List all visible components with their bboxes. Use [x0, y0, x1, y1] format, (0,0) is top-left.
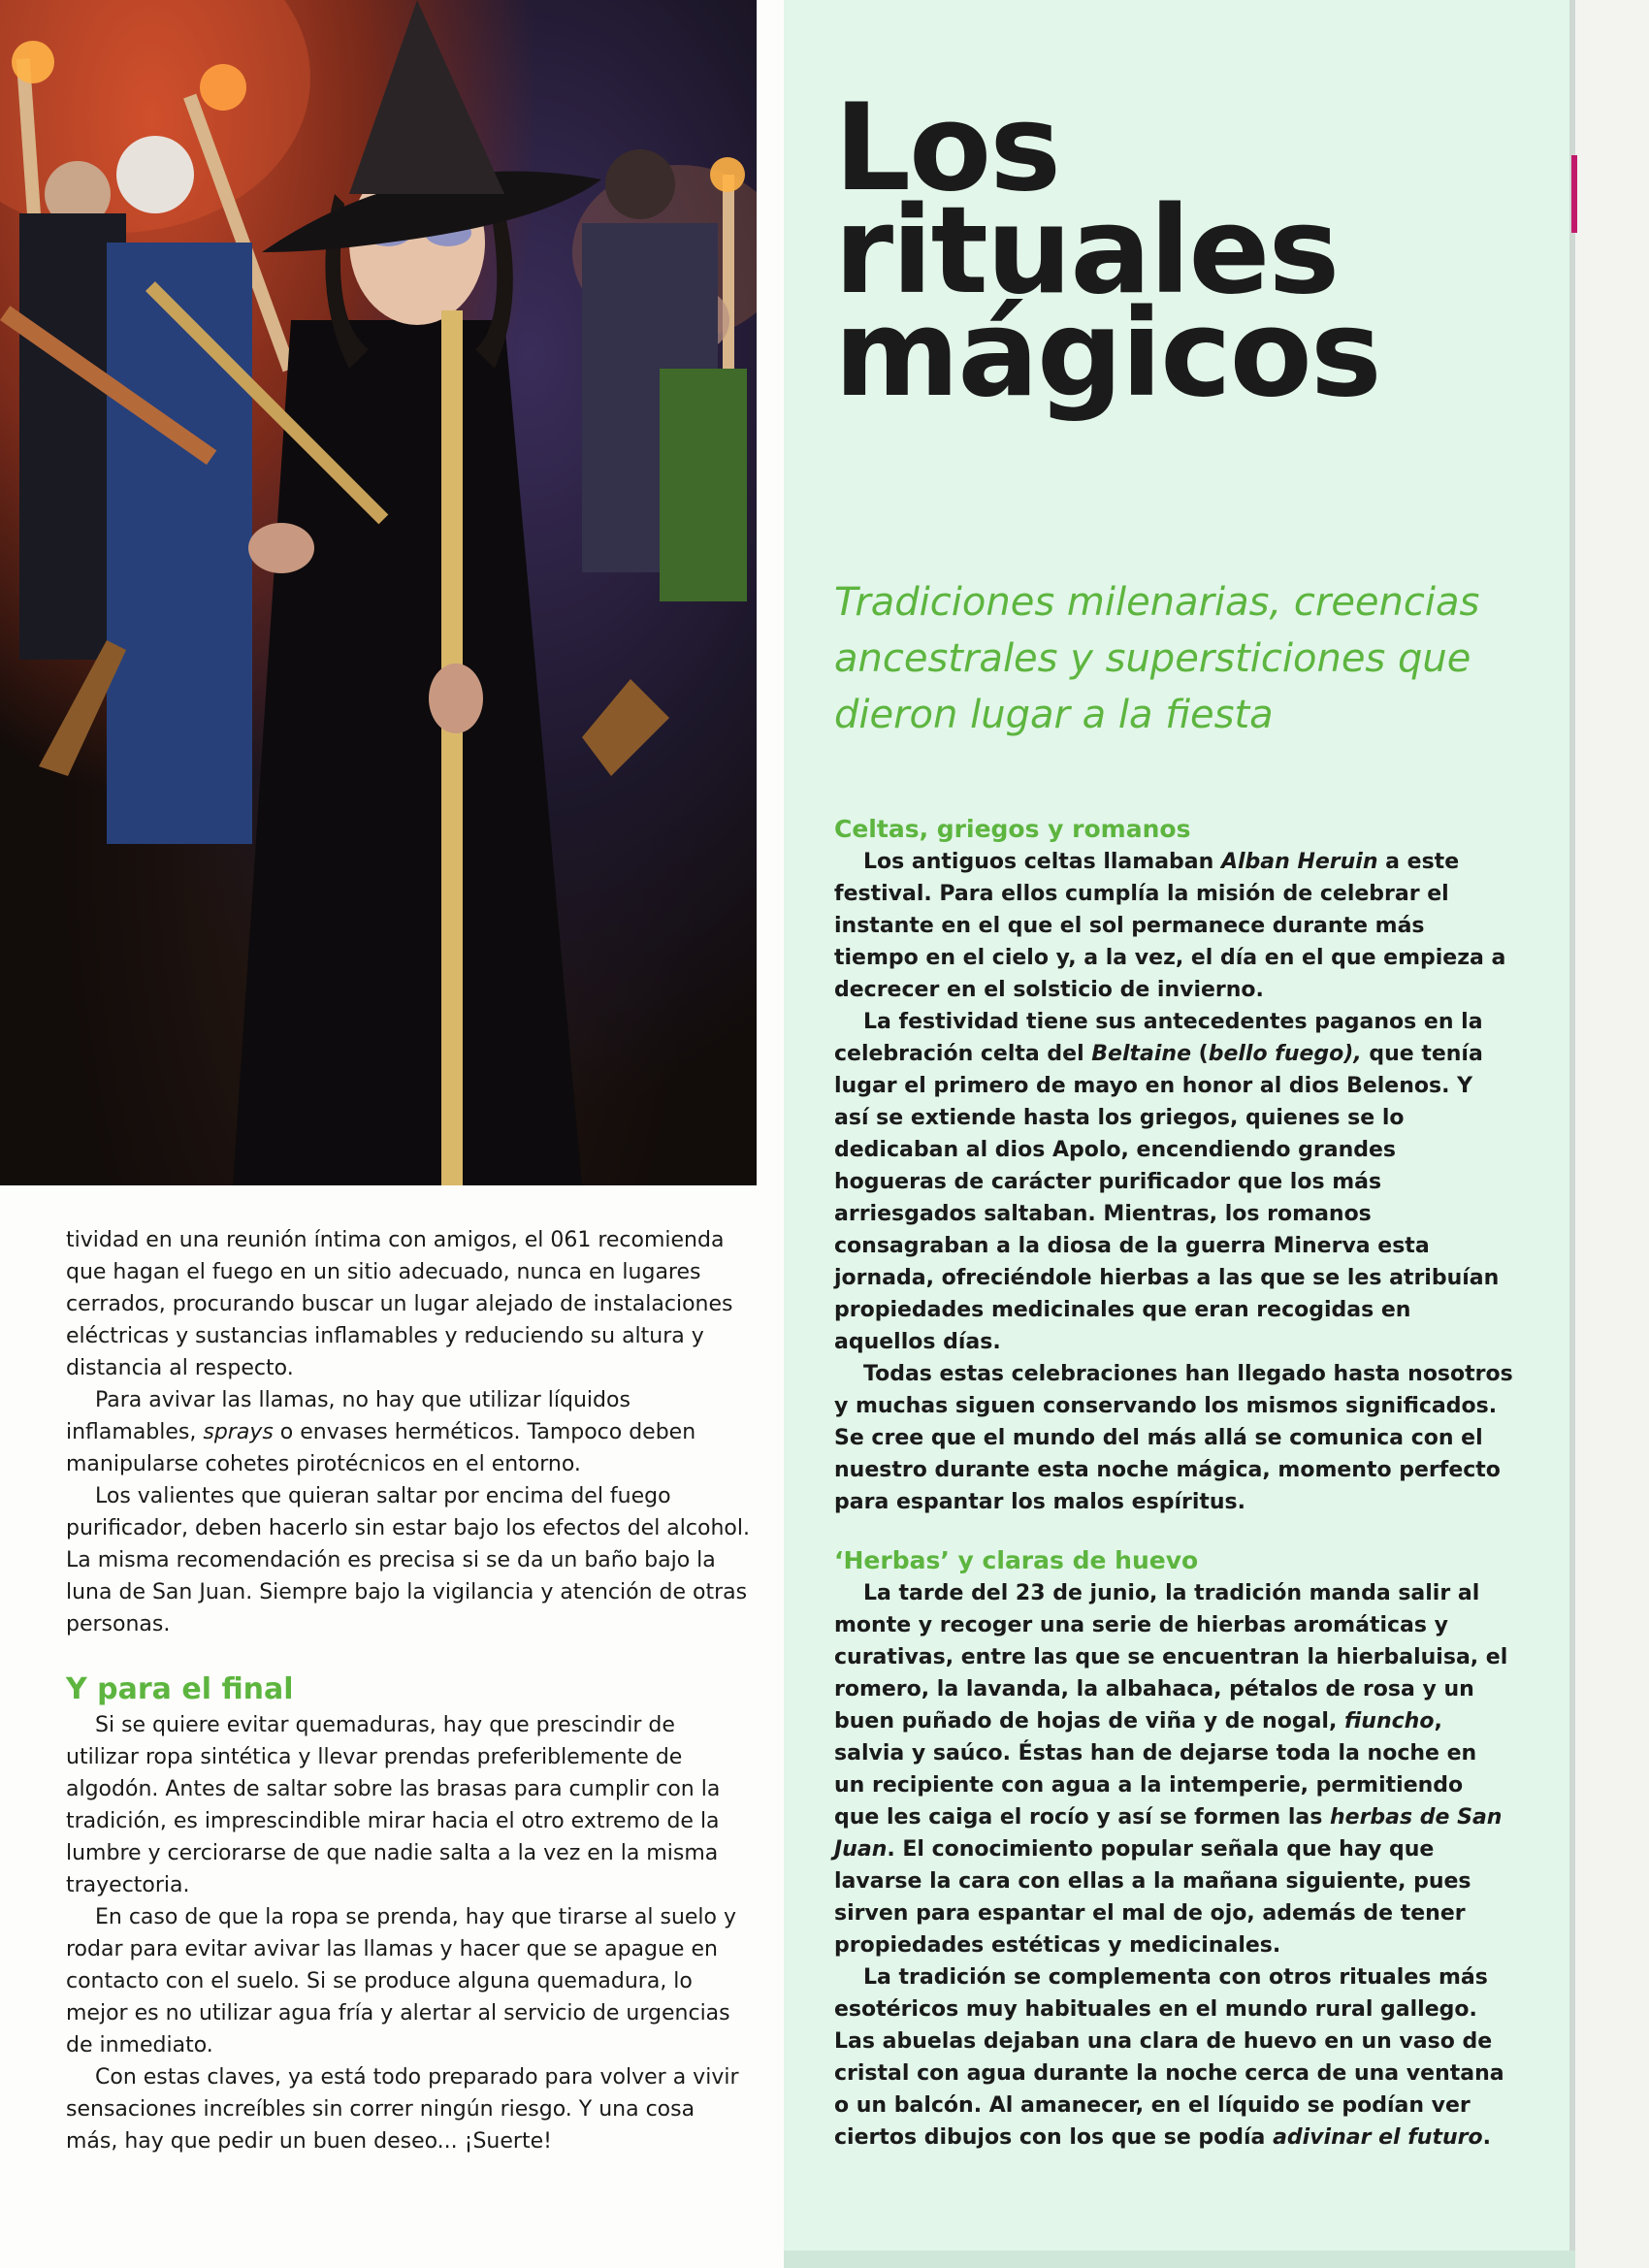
emphasis: bello fuego), — [1208, 1042, 1362, 1066]
paragraph — [834, 1006, 1513, 1358]
right-section2-text — [834, 1577, 1513, 2154]
title-line: rituales — [834, 181, 1339, 321]
text-run: La festividad tiene sus antecedentes paganos en la celebración celta del — [834, 1010, 1483, 1066]
article-subtitle: Tradiciones milenarias, creencias ancestrales y supersticiones que dieron lugar a la fiesta — [834, 580, 1480, 737]
emphasis: fiuncho — [1343, 1709, 1435, 1733]
left-column-text — [66, 1224, 750, 1640]
magenta-tab-marker — [1571, 155, 1577, 233]
emphasis: sprays — [203, 1420, 274, 1444]
paragraph: Con estas claves, ya está todo preparado para volver a vivir sensaciones increíbles sin correr ningún riesgo. Y una cosa más, hay que pedir un buen deseo... ¡Suerte! — [66, 2065, 739, 2154]
title-line: mágicos — [834, 284, 1380, 424]
paragraph: En caso de que la ropa se prenda, hay que tirarse al suelo y rodar para evitar avivar las llamas y hacer que se apague en contacto con el suelo. Si se produce alguna quemadura, lo mejor es no utilizar agua fría y alertar al servicio de urgencias de inmediato. — [66, 1905, 737, 2057]
text-run: , salvia y saúco. Éstas han de dejarse toda la noche en un recipiente con agua a la intemperie, permitiendo que les caiga el rocío y así se formen las — [834, 1709, 1477, 1830]
emphasis: Beltaine — [1091, 1042, 1191, 1066]
text-run: a este festival. Para ellos cumplía la misión de celebrar el instante en el que el sol permanece durante más tiempo en el cielo y, a la vez, el día en el que empieza a decrecer en el solsticio de invierno. — [834, 850, 1506, 1002]
paragraph: Todas estas celebraciones han llegado hasta nosotros y muchas siguen conservando los mismos significados. Se cree que el mundo del más allá se comunica con el nuestro durante esta noche mágica, momento perfecto para espantar los malos espíritus. — [834, 1362, 1513, 1514]
paragraph — [834, 846, 1513, 1006]
text-run: La tarde del 23 de junio, la tradición manda salir al monte y recoger una serie de hierbas aromáticas y curativas, entre las que se encuentran la hierbaluisa, el romero, la lavanda, la albahaca, pétalos de rosa y un buen puñado de hojas de viña y de nogal, — [834, 1581, 1508, 1733]
emphasis: adivinar el futuro — [1273, 2125, 1483, 2150]
paragraph — [834, 1961, 1513, 2154]
adjacent-page-edge — [1575, 0, 1649, 2268]
paragraph — [834, 1577, 1513, 1961]
text-run: ( — [1191, 1042, 1209, 1066]
article-title — [834, 79, 1552, 424]
bottom-panel-strip — [784, 2251, 1575, 2268]
right-section1-text — [834, 846, 1513, 1518]
paragraph: Para avivar las llamas, no hay que utilizar líquidos inflamables, sprays o envases herméticos. Tampoco deben manipularse cohetes pirotécnicos en el entorno. — [66, 1388, 696, 1476]
witch-festival-photo — [0, 0, 757, 1185]
text-run: . El conocimiento popular señala que hay que lavarse la cara con ellas a la mañana siguiente, pues sirven para espantar el mal de ojo, además de tener propiedades estéticas y medicinales. — [834, 1837, 1471, 1958]
paragraph: tividad en una reunión íntima con amigos, el 061 recomienda que hagan el fuego en un sitio adecuado, nunca en lugares cerrados, procurando buscar un lugar alejado de instalaciones eléctricas y sustancias inflamables y reduciendo su altura y distancia al respecto. — [66, 1228, 733, 1380]
section-heading-herbas: ‘Herbas’ y claras de huevo — [834, 1546, 1199, 1574]
text-run: . — [1482, 2125, 1491, 2150]
photo-illustration — [0, 0, 757, 1185]
paragraph: Si se quiere evitar quemaduras, hay que prescindir de utilizar ropa sintética y llevar prendas preferiblemente de algodón. Antes de saltar sobre las brasas para cumplir con la tradición, es imprescindible mirar hacia el otro extremo de la lumbre y cerciorarse de que nadie salta a la vez en la misma trayectoria. — [66, 1713, 721, 1897]
section-heading-final: Y para el final — [66, 1672, 294, 1706]
emphasis: Alban Heruin — [1220, 850, 1378, 874]
section-heading-celtas: Celtas, griegos y romanos — [834, 815, 1191, 843]
text-run: Los antiguos celtas llamaban — [863, 850, 1221, 874]
emphasis: herbas de San Juan — [834, 1805, 1503, 1862]
paragraph: Los valientes que quieran saltar por encima del fuego purificador, deben hacerlo sin estar bajo los efectos del alcohol. La misma recomendación es precisa si se da un baño bajo la luna de San Juan. Siempre bajo la vigilancia y atención de otras personas. — [66, 1484, 750, 1636]
left-section-text — [66, 1709, 750, 2157]
title-line: Los — [834, 79, 1060, 218]
text-run: La tradición se complementa con otros rituales más esotéricos muy habituales en el mundo rural gallego. Las abuelas dejaban una clara de huevo en un vaso de cristal con agua durante la noche cerca de una ventana o un balcón. Al amanecer, en el líquido se podían ver ciertos dibujos con los que se podía — [834, 1965, 1504, 2150]
text-run: que tenía lugar el primero de mayo en honor al dios Belenos. Y así se extiende hasta los griegos, quienes se lo dedicaban al dios Apolo, encendiendo grandes hogueras de carácter purificador que los más arriesgados saltaban. Mientras, los romanos consagraban a la diosa de la guerra Minerva esta jornada, ofreciéndole hierbas a las que se les atribuían propiedades medicinales que eran recogidas en aquellos días. — [834, 1042, 1500, 1354]
